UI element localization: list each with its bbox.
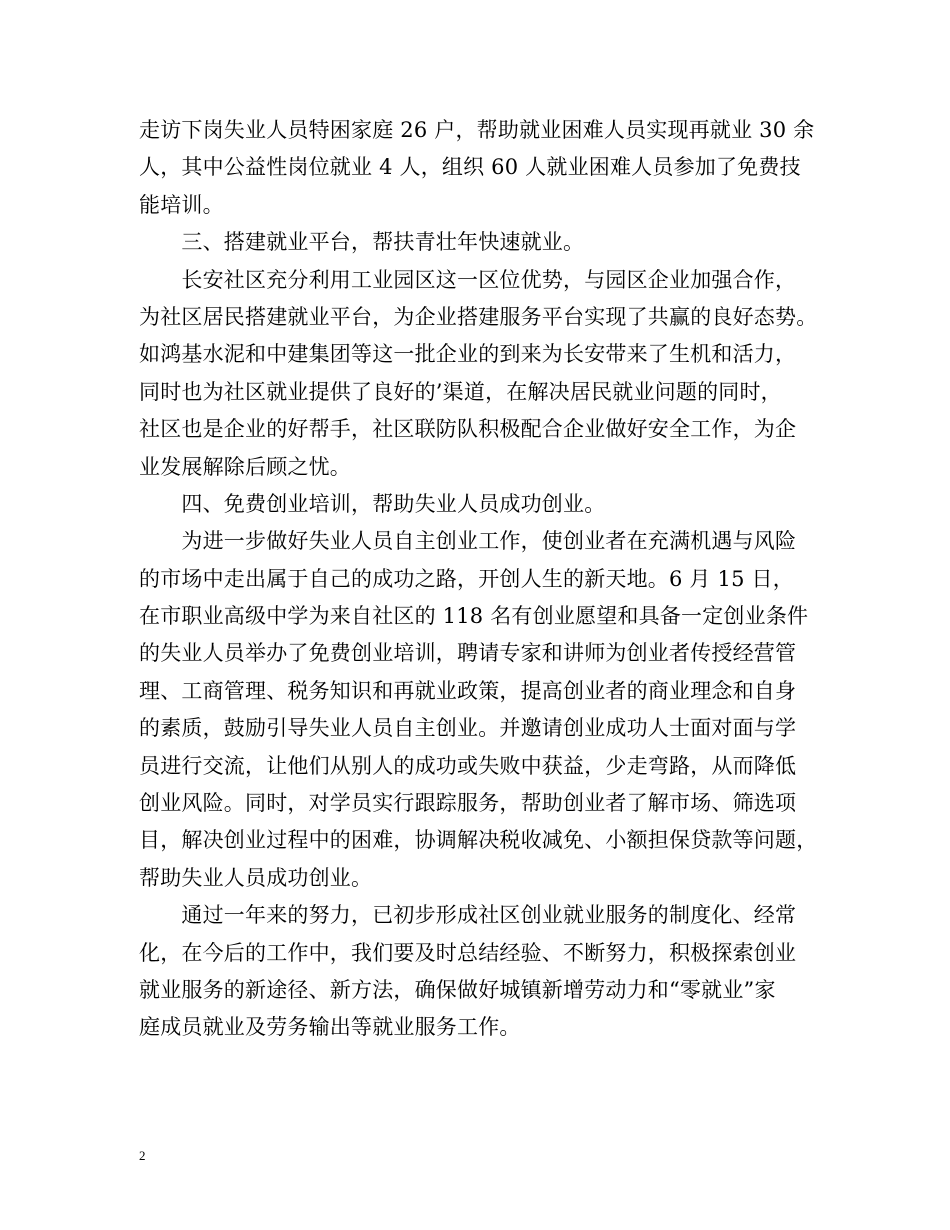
text-line: 如鸿基水泥和中建集团等这一批企业的到来为长安带来了生机和活力， <box>139 342 797 367</box>
text-line: 在市职业高级中学为来自社区的 118 名有创业愿望和具备一定创业条件 <box>139 604 809 629</box>
text-line: 员进行交流，让他们从别人的成功或失败中获益，少走弯路，从而降低 <box>139 753 797 778</box>
text-line: 能培训。 <box>139 192 224 217</box>
text-line: 帮助失业人员成功创业。 <box>139 865 373 890</box>
text-line: 化，在今后的工作中，我们要及时总结经验、不断努力，积极探索创业 <box>139 940 797 965</box>
text-line: 的素质，鼓励引导失业人员自主创业。并邀请创业成功人士面对面与学 <box>139 716 797 741</box>
document-body <box>139 112 819 1047</box>
text-line: 为进一步做好失业人员自主创业工作，使创业者在充满机遇与风险 <box>139 529 797 554</box>
text-line: 人，其中公益性岗位就业 4 人，组织 60 人就业困难人员参加了免费技 <box>139 155 801 180</box>
text-line: 同时也为社区就业提供了良好的’渠道，在解决居民就业问题的同时， <box>139 379 782 404</box>
text-line: 为社区居民搭建就业平台，为企业搭建服务平台实现了共赢的良好态势。 <box>139 304 818 329</box>
text-line: 目，解决创业过程中的困难，协调解决税收减免、小额担保贷款等问题， <box>139 828 818 853</box>
text-line: 社区也是企业的好帮手，社区联防队积极配合企业做好安全工作，为企 <box>139 417 797 442</box>
section-heading: 三、搭建就业平台，帮扶青壮年快速就业。 <box>139 230 585 255</box>
page-number: 2 <box>139 1148 146 1163</box>
text-line: 长安社区充分利用工业园区这一区位优势，与园区企业加强合作， <box>139 267 797 292</box>
text-line: 创业风险。同时，对学员实行跟踪服务，帮助创业者了解市场、筛选项 <box>139 791 797 816</box>
text-line: 走访下岗失业人员特困家庭 26 户，帮助就业困难人员实现再就业 30 余 <box>139 118 815 142</box>
text-line: 业发展解除后顾之忧。 <box>139 454 351 479</box>
text-line: 庭成员就业及劳务输出等就业服务工作。 <box>139 1015 521 1040</box>
text-line: 理、工商管理、税务知识和再就业政策，提高创业者的商业理念和自身 <box>139 678 797 703</box>
section-heading: 四、免费创业培训，帮助失业人员成功创业。 <box>139 491 606 516</box>
text-line: 通过一年来的努力，已初步形成社区创业就业服务的制度化、经常 <box>139 903 797 928</box>
text-line: 就业服务的新途径、新方法，确保做好城镇新增劳动力和“零就业”家 <box>139 977 776 1002</box>
text-line: 的市场中走出属于自己的成功之路，开创人生的新天地。6 月 15 日， <box>139 566 794 591</box>
text-line: 的失业人员举办了免费创业培训，聘请专家和讲师为创业者传授经营管 <box>139 641 797 666</box>
